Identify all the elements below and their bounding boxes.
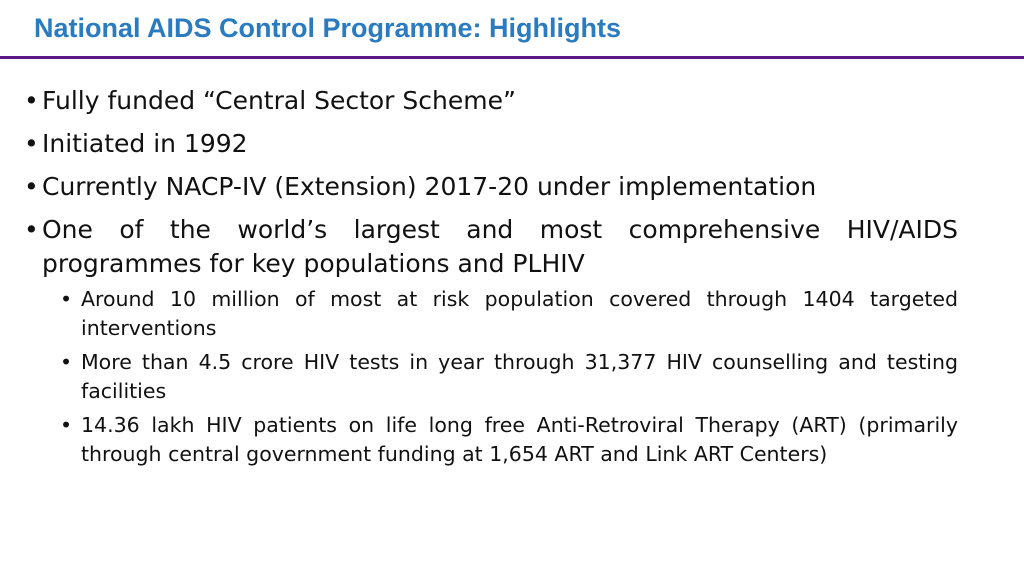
bullet-text: Fully funded “Central Sector Scheme” [42,86,516,115]
sub-bullet-text: More than 4.5 crore HIV tests in year through 31,377 HIV counselling and testing facilities [81,350,958,403]
sub-bullet-item-hiv-tests [42,348,958,406]
title-divider [0,56,1024,59]
sub-bullet-icon: • [60,350,73,374]
bullet-item-largest-programme [24,213,958,469]
bullet-icon: • [24,172,39,201]
bullet-item-initiated [24,127,958,161]
sub-bullet-text: 14.36 lakh HIV patients on life long free Anti-Retroviral Therapy (ART) (primarily through central government funding at 1,654 ART and Link ART Centers) [81,413,958,466]
sub-bullet-item-targeted-interventions [42,285,958,343]
bullet-text: Currently NACP-IV (Extension) 2017-20 under implementation [42,172,817,201]
sub-bullet-icon: • [60,287,73,311]
bullet-text: Initiated in 1992 [42,129,248,158]
sub-bullet-icon: • [60,413,73,437]
bullet-icon: • [24,215,39,244]
bullet-icon: • [24,129,39,158]
sub-bullet-item-art-patients [42,411,958,469]
bullet-list [24,84,958,469]
slide-content [24,84,958,478]
bullet-item-funding [24,84,958,118]
bullet-item-current-phase [24,170,958,204]
bullet-icon: • [24,86,39,115]
sub-bullet-list [42,285,958,469]
sub-bullet-text: Around 10 million of most at risk population covered through 1404 targeted interventions [81,287,958,340]
slide-title: National AIDS Control Programme: Highlights [34,13,622,43]
bullet-text: One of the world’s largest and most comprehensive HIV/AIDS programmes for key populations and PLHIV [42,215,958,278]
